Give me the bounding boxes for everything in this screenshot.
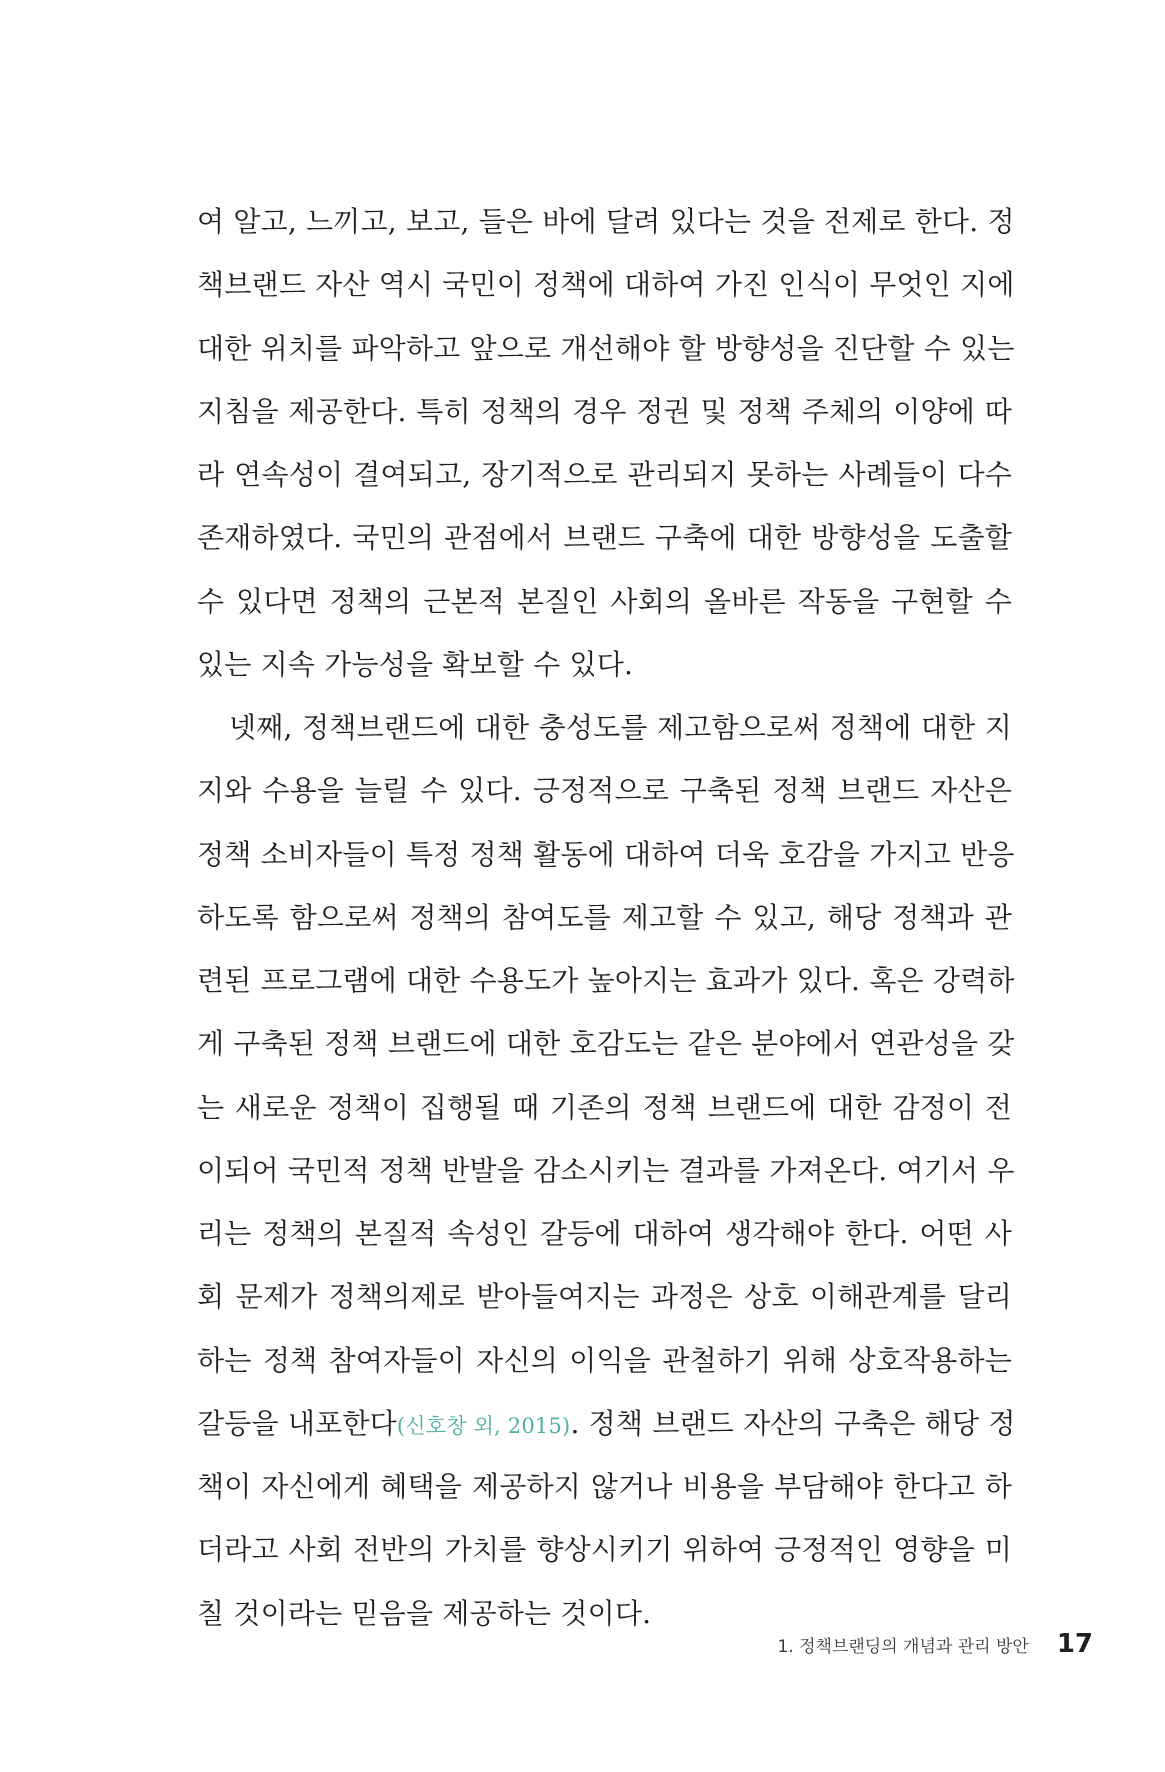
text-line: 는 새로운 정책이 집행될 때 기존의 정책 브랜드에 대한 감정이 전	[197, 1090, 1012, 1124]
text-line: 리는 정책의 본질적 속성인 갈등에 대하여 생각해야 한다. 어떤 사	[197, 1217, 1012, 1250]
text-line: 하는 정책 참여자들이 자신의 이익을 관철하기 위해 상호작용하는	[197, 1343, 1012, 1377]
text-line: 책브랜드 자산 역시 국민이 정책에 대하여 가진 인식이 무엇인 지에	[197, 268, 1015, 302]
text-segment: . 정책 브랜드 자산의 구축은 해당 정	[570, 1406, 1016, 1440]
text-line: 련된 프로그램에 대한 수용도가 높아지는 효과가 있다. 혹은 강력하	[197, 964, 1015, 997]
paragraph-2	[197, 696, 1016, 1645]
text-line: 여 알고, 느끼고, 보고, 들은 바에 달려 있다는 것을 전제로 한다. 정	[197, 205, 1015, 238]
text-line: 수 있다면 정책의 근본적 본질인 사회의 올바른 작동을 구현할 수	[197, 584, 1012, 618]
text-line: 지와 수용을 늘릴 수 있다. 긍정적으로 구축된 정책 브랜드 자산은	[197, 774, 1012, 808]
text-line: 회 문제가 정책의제로 받아들여지는 과정은 상호 이해관계를 달리	[197, 1280, 1012, 1314]
running-head: 1. 정책브랜딩의 개념과 관리 방안	[777, 1637, 1029, 1657]
page-number: 17	[1056, 1629, 1093, 1659]
text-line: 대한 위치를 파악하고 앞으로 개선해야 할 방향성을 진단할 수 있는	[197, 331, 1015, 365]
text-line: 칠 것이라는 믿음을 제공하는 것이다.	[197, 1596, 652, 1630]
citation: (신호창 외, 2015)	[396, 1413, 571, 1438]
paragraph-1	[197, 190, 1015, 696]
text-segment: 갈등을 내포한다	[197, 1406, 397, 1440]
text-line: 이되어 국민적 정책 반발을 감소시키는 결과를 가져온다. 여기서 우	[197, 1153, 1015, 1187]
text-line-with-citation	[197, 1392, 1016, 1455]
text-line: 넷째, 정책브랜드에 대한 충성도를 제고함으로써 정책에 대한 지	[229, 711, 1012, 744]
text-line: 존재하였다. 국민의 관점에서 브랜드 구축에 대한 방향성을 도출할	[197, 521, 1012, 555]
text-line: 있는 지속 가능성을 확보할 수 있다.	[197, 647, 634, 681]
text-line: 지침을 제공한다. 특히 정책의 경우 정권 및 정책 주체의 이양에 따	[197, 394, 1012, 428]
text-line: 라 연속성이 결여되고, 장기적으로 관리되지 못하는 사례들이 다수	[197, 458, 1012, 491]
text-line: 정책 소비자들이 특정 정책 활동에 대하여 더욱 호감을 가지고 반응	[197, 837, 1015, 871]
page-footer	[777, 1629, 1093, 1669]
text-line: 게 구축된 정책 브랜드에 대한 호감도는 같은 분야에서 연관성을 갖	[197, 1027, 1015, 1061]
text-line: 책이 자신에게 혜택을 제공하지 않거나 비용을 부담해야 한다고 하	[197, 1470, 1012, 1503]
text-line: 하도록 함으로써 정책의 참여도를 제고할 수 있고, 해당 정책과 관	[197, 900, 1012, 934]
text-line: 더라고 사회 전반의 가치를 향상시키기 위하여 긍정적인 영향을 미	[197, 1533, 1012, 1567]
body-text	[197, 190, 1016, 1645]
